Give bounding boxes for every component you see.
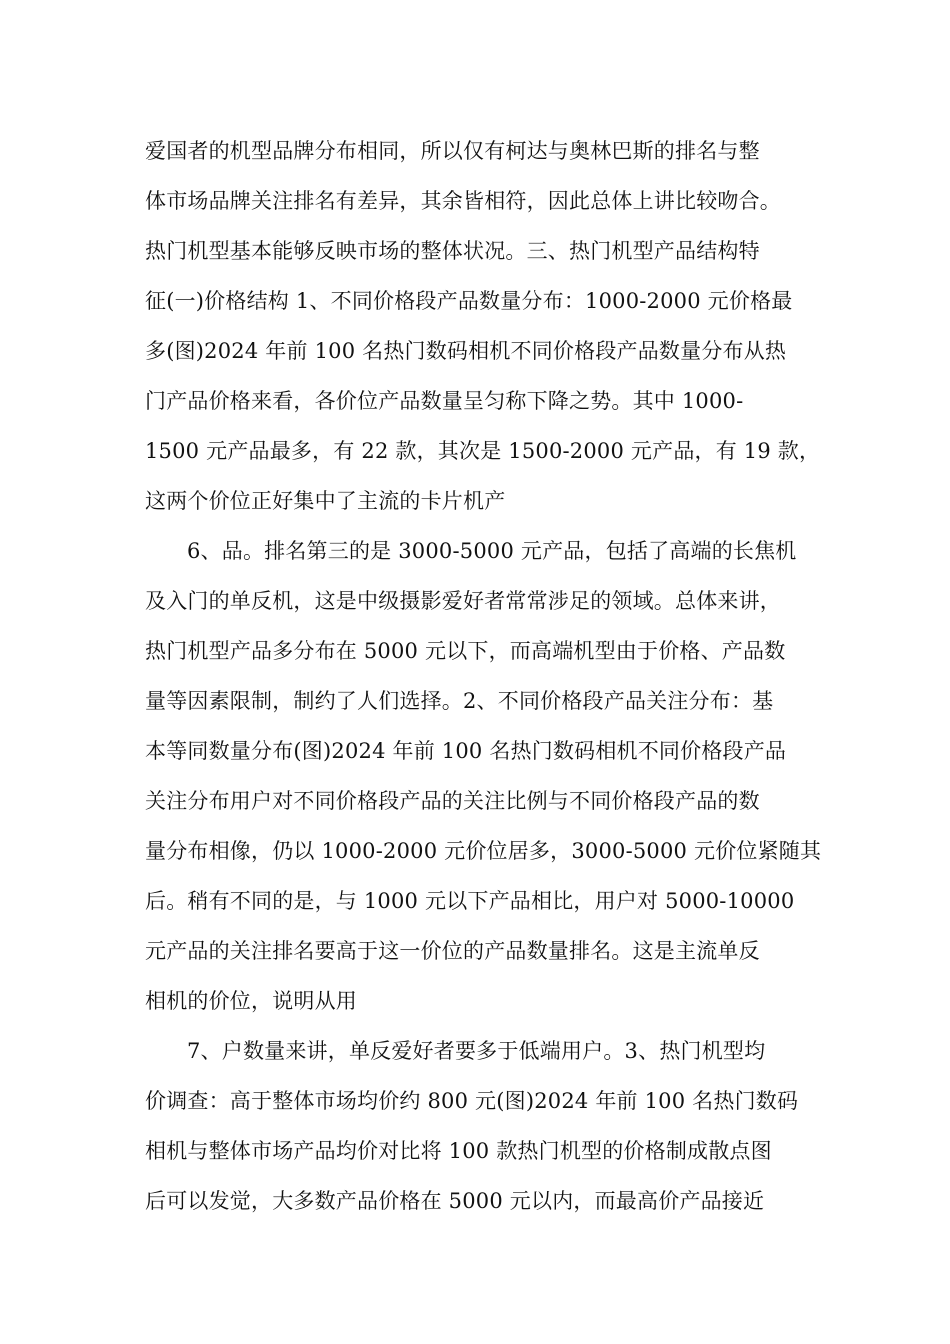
text-line-20: 价调查：高于整体市场均价约 800 元(图)2024 年前 100 名热门数码: [145, 1089, 799, 1113]
text-line-1: 爱国者的机型品牌分布相同，所以仅有柯达与奥林巴斯的排名与整: [145, 139, 760, 163]
text-line-14: 关注分布用户对不同价格段产品的关注比例与不同价格段产品的数: [145, 789, 760, 813]
text-line-15: 量分布相像，仍以 1000-2000 元价位居多，3000-5000 元价位紧随其: [145, 839, 822, 863]
text-line-5: 多(图)2024 年前 100 名热门数码相机不同价格段产品数量分布从热: [145, 339, 787, 363]
text-line-12: 量等因素限制，制约了人们选择。2、不同价格段产品关注分布：基: [145, 689, 774, 713]
text-line-22: 后可以发觉，大多数产品价格在 5000 元以内，而最高价产品接近: [145, 1189, 765, 1213]
text-line-21: 相机与整体市场产品均价对比将 100 款热门机型的价格制成散点图: [145, 1139, 772, 1163]
text-line-4: 征(一)价格结构 1、不同价格段产品数量分布：1000-2000 元价格最: [145, 289, 793, 313]
text-line-13: 本等同数量分布(图)2024 年前 100 名热门数码相机不同价格段产品: [145, 739, 787, 763]
text-line-19: 7、户数量来讲，单反爱好者要多于低端用户。3、热门机型均: [187, 1039, 766, 1063]
text-line-11: 热门机型产品多分布在 5000 元以下，而高端机型由于价格、产品数: [145, 639, 786, 663]
text-line-17: 元产品的关注排名要高于这一价位的产品数量排名。这是主流单反: [145, 939, 760, 963]
text-line-10: 及入门的单反机，这是中级摄影爱好者常常涉足的领域。总体来讲，: [145, 589, 781, 613]
text-line-9: 6、品。排名第三的是 3000-5000 元产品，包括了高端的长焦机: [187, 539, 797, 563]
text-line-3: 热门机型基本能够反映市场的整体状况。三、热门机型产品结构特: [145, 239, 760, 263]
text-line-18: 相机的价位，说明从用: [145, 989, 357, 1013]
text-line-2: 体市场品牌关注排名有差异，其余皆相符，因此总体上讲比较吻合。: [145, 189, 781, 213]
text-line-7: 1500 元产品最多，有 22 款，其次是 1500-2000 元产品，有 19 款，: [145, 439, 821, 463]
text-line-16: 后。稍有不同的是，与 1000 元以下产品相比，用户对 5000-10000: [145, 889, 795, 913]
text-line-6: 门产品价格来看，各价位产品数量呈匀称下降之势。其中 1000-: [145, 389, 744, 413]
text-line-8: 这两个价位正好集中了主流的卡片机产: [145, 489, 506, 513]
